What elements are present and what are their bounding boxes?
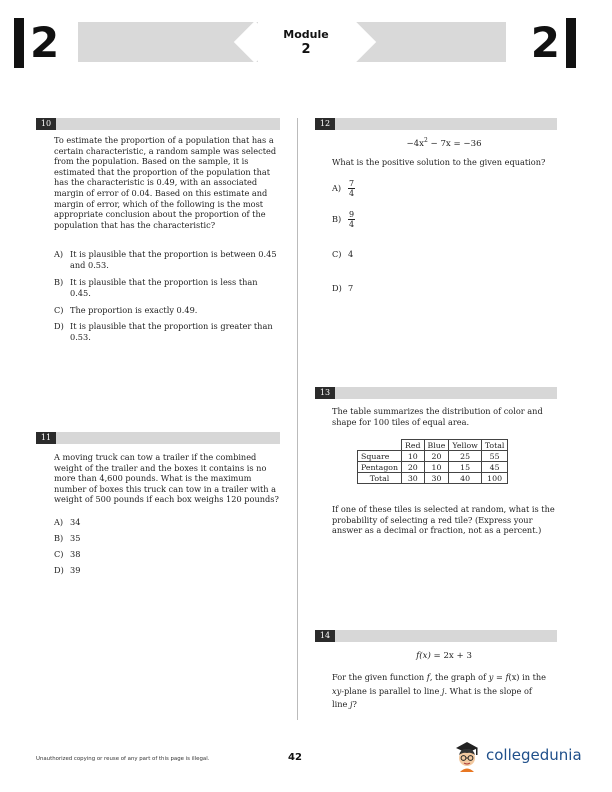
q10-choice-b[interactable] (54, 277, 258, 298)
table-row-label: Square (358, 451, 402, 462)
equation-part: − 7x = −36 (427, 138, 482, 149)
stem-line: has the characteristic is 0.49, with an associated (54, 177, 258, 188)
choice-label: A) (54, 249, 64, 259)
table-header: Total (481, 440, 508, 451)
tiles-table (357, 439, 508, 484)
stem-line: appropriate conclusion about the proportion of the (54, 209, 266, 220)
question-10-stem (54, 135, 284, 230)
equation-part: = 2x + 3 (430, 651, 472, 661)
stem-line (332, 685, 562, 699)
text-run: -plane is parallel to line (341, 685, 442, 696)
q12-choice-b[interactable] (332, 210, 355, 229)
q12-choice-d[interactable] (332, 283, 353, 294)
choice-text: 34 (70, 517, 81, 527)
choice-label: D) (332, 283, 342, 293)
fraction-denominator: 4 (349, 220, 355, 229)
table-cell: 30 (424, 473, 449, 484)
choice-label: D) (54, 565, 64, 575)
stem-line (332, 698, 562, 712)
stem-line: weight of the trailer and the boxes it contains is no (54, 462, 267, 473)
question-12-equation (330, 137, 558, 149)
fraction (348, 210, 355, 229)
question-13-stem (332, 406, 562, 427)
table-header: Blue (424, 440, 449, 451)
question-13-bar (315, 387, 557, 399)
choice-text: 38 (70, 549, 81, 559)
stem-line: estimated that the proportion of the population that (54, 166, 271, 177)
q11-choice-d[interactable] (54, 565, 80, 576)
stem-line: number of boxes this truck can tow in a trailer with a (54, 483, 277, 494)
choice-text: 0.45. (70, 287, 91, 298)
header-right-number: 2 (530, 18, 560, 67)
text-run: xy (332, 685, 342, 696)
choice-label: A) (332, 183, 342, 194)
text-run: line (332, 699, 350, 709)
text-run: = (493, 672, 506, 682)
table-cell: 10 (424, 462, 449, 473)
q10-choice-c[interactable] (54, 305, 197, 316)
question-12-number: 12 (315, 118, 335, 130)
equation-part: −4x (406, 138, 424, 149)
q12-choice-c[interactable] (332, 249, 353, 260)
stem-line: from the population. Based on the sample, it is (54, 156, 249, 167)
choice-label: D) (54, 321, 64, 331)
q12-choice-a[interactable] (332, 179, 355, 198)
choice-text: It is plausible that the proportion is less than (70, 277, 258, 287)
table-row (358, 462, 508, 473)
table-cell: 45 (481, 462, 508, 473)
table-header-row (358, 440, 508, 451)
stem-line (332, 671, 562, 685)
brand-name: collegedunia (486, 746, 582, 764)
stem-line: more than 4,600 pounds. What is the maximum (54, 473, 252, 484)
text-run: , the graph of (429, 672, 489, 682)
column-divider (297, 118, 298, 720)
choice-text: 7 (348, 283, 354, 293)
brand-logo[interactable] (452, 738, 592, 774)
question-13-question (332, 504, 562, 536)
text-run: ? (352, 699, 357, 709)
choice-label: B) (54, 533, 64, 543)
choice-label: B) (332, 214, 342, 225)
text-run: j (441, 685, 445, 696)
stem-line: population that has the characteristic? (54, 219, 216, 230)
question-14-equation (330, 651, 558, 661)
stem-line: If one of these tiles is selected at random, what is the (332, 504, 555, 514)
fraction-numerator: 9 (349, 210, 355, 219)
stem-line: shape for 100 tiles of equal area. (332, 416, 470, 427)
stem-line: A moving truck can tow a trailer if the combined (54, 452, 257, 462)
stem-line: probability of selecting a red tile? (Express your (332, 514, 533, 525)
text-run: For the given function (332, 672, 427, 682)
table-row-label: Pentagon (358, 462, 402, 473)
choice-label: C) (54, 305, 64, 315)
module-number: 2 (301, 42, 311, 57)
table-row (358, 473, 508, 484)
text-run: j (349, 699, 353, 709)
choice-text: 35 (70, 533, 81, 543)
q11-choice-c[interactable] (54, 549, 80, 560)
q11-choice-b[interactable] (54, 533, 80, 544)
choice-label: C) (54, 549, 64, 559)
table-cell: 20 (402, 462, 424, 473)
table-cell: 40 (449, 473, 481, 484)
table-cell: 20 (424, 451, 449, 462)
text-run: f (505, 672, 509, 682)
fraction-numerator: 7 (349, 179, 355, 188)
stem-line: margin of error, which of the following is the most (54, 198, 264, 209)
text-run: f (426, 672, 430, 682)
question-14-bar (315, 630, 557, 642)
choice-label: C) (332, 249, 342, 259)
table-row-label: Total (358, 473, 402, 484)
question-14-number: 14 (315, 630, 335, 642)
equation-part: f(x) (416, 651, 431, 661)
choice-text: and 0.53. (70, 259, 109, 270)
table-cell: 30 (402, 473, 424, 484)
choice-label: A) (54, 517, 64, 527)
header-left-number: 2 (30, 18, 60, 67)
table-corner (358, 440, 402, 451)
question-13-number: 13 (315, 387, 335, 399)
text-run: . What is the slope of (444, 685, 532, 696)
page-number: 42 (288, 752, 302, 763)
equation-exponent: 2 (423, 137, 428, 144)
table-cell: 10 (402, 451, 424, 462)
question-12-prompt: What is the positive solution to the given equation? (332, 157, 546, 167)
stem-line: weight of 500 pounds if each box weighs 120 pounds? (54, 494, 279, 505)
stem-line: The table summarizes the distribution of color and (332, 406, 543, 416)
q10-choice-a[interactable] (54, 249, 277, 270)
fraction (348, 179, 355, 198)
stem-line: To estimate the proportion of a population that has a (54, 135, 274, 145)
question-14-stem (332, 671, 562, 712)
copyright-notice: Unauthorized copying or reuse of any part of this page is illegal. (36, 756, 210, 762)
header-right-bar (566, 18, 576, 68)
q11-choice-a[interactable] (54, 517, 80, 528)
table-header: Yellow (449, 440, 481, 451)
question-11-stem (54, 452, 284, 505)
choice-text: The proportion is exactly 0.49. (70, 305, 198, 315)
choice-text: 4 (348, 249, 354, 259)
question-12-bar (315, 118, 557, 130)
stem-line: answer as a decimal or fraction, not as a percent.) (332, 525, 542, 536)
stem-line: margin of error of 0.04. Based on this estimate and (54, 187, 268, 198)
question-11-number: 11 (36, 432, 56, 444)
table-cell: 25 (449, 451, 481, 462)
text-run: y (488, 672, 494, 682)
table-header: Red (402, 440, 424, 451)
module-label: Module (283, 28, 329, 41)
table-row (358, 451, 508, 462)
table-cell: 55 (481, 451, 508, 462)
table-cell: 15 (449, 462, 481, 473)
choice-text: It is plausible that the proportion is between 0.45 (70, 249, 277, 259)
text-run: (x) in the (508, 672, 547, 682)
choice-label: B) (54, 277, 64, 287)
q10-choice-d[interactable] (54, 321, 273, 342)
stem-line: certain characteristic, a random sample was selected (54, 145, 277, 156)
header-left-bar (14, 18, 24, 68)
choice-text: 0.53. (70, 331, 91, 342)
table-cell: 100 (481, 473, 508, 484)
graduate-mascot-icon (452, 738, 482, 772)
choice-text: It is plausible that the proportion is greater than (70, 321, 273, 331)
choice-text: 39 (70, 565, 81, 575)
question-10-number: 10 (36, 118, 56, 130)
question-10-bar (36, 118, 280, 130)
question-11-bar (36, 432, 280, 444)
fraction-denominator: 4 (349, 189, 355, 198)
